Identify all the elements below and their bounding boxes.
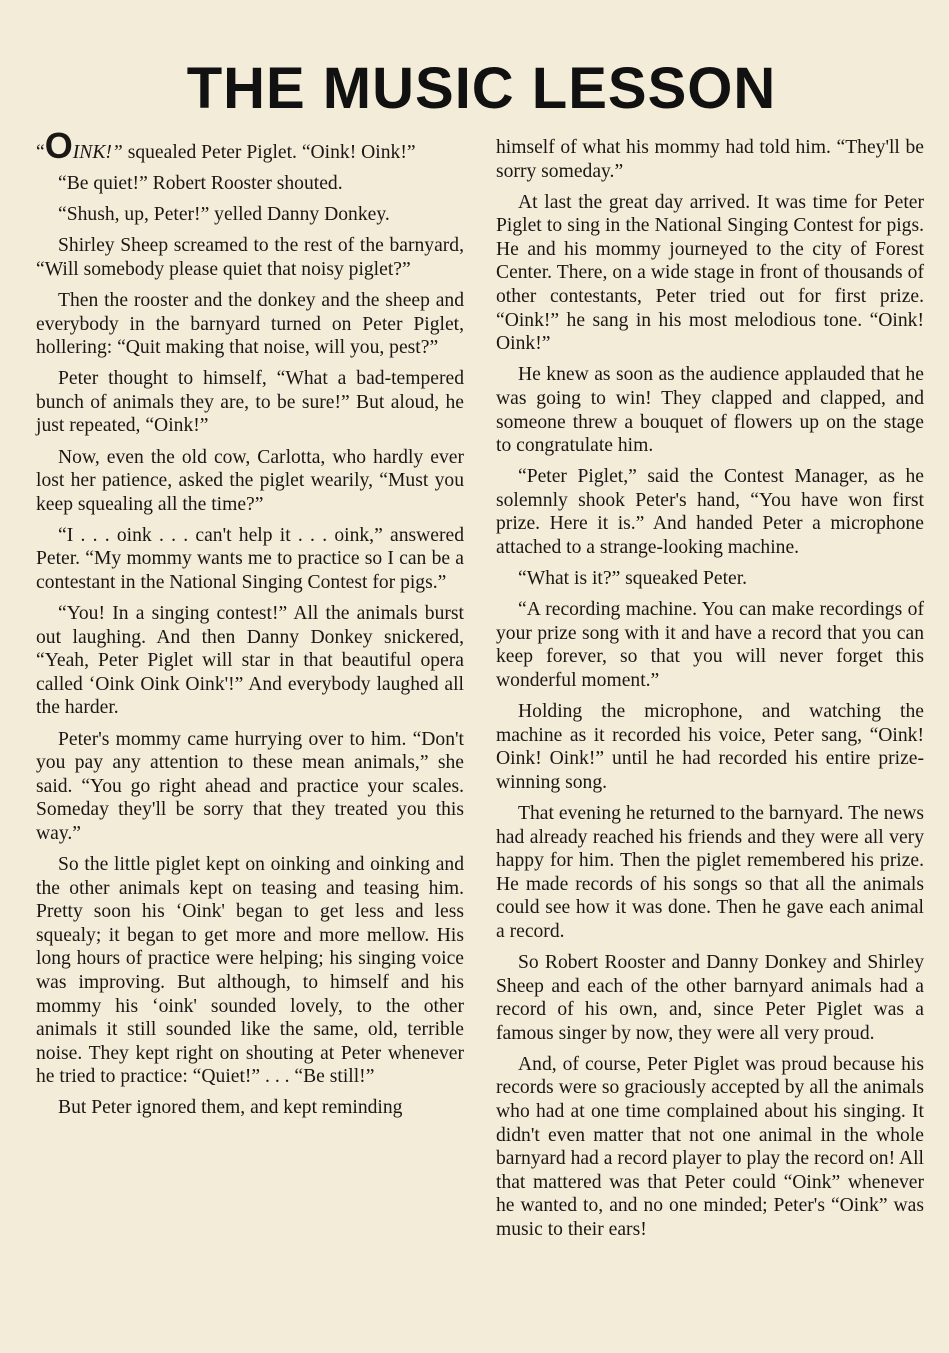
paragraph: That evening he returned to the barnyard. The news had already reached his friends and they were all very happy for him. Then the piglet remembered his prize. He made records of his songs so that all the animals could see how it was done. Then he gave each animal a record. (496, 802, 924, 942)
drop-cap: O (44, 125, 73, 166)
paragraph: Now, even the old cow, Carlotta, who hardly ever lost her patience, asked the piglet wearily, “Must you keep squealing all the time?” (36, 446, 464, 515)
paragraph: At last the great day arrived. It was time for Peter Piglet to sing in the National Singing Contest for pigs. He and his mommy journeyed to the city of Forest Center. There, on a wide stage in front of thousands of other contestants, Peter tried out for first prize. “Oink!” he sang in his most melodious tone. “Oink! Oink!” (496, 191, 924, 355)
paragraph: But Peter ignored them, and kept reminding (58, 1097, 403, 1119)
paragraph: He knew as soon as the audience applauded that he was going to win! They clapped and clapped, and someone threw a bouquet of flowers up on the stage to congratulate him. (496, 364, 924, 457)
text-columns (36, 125, 927, 1249)
paragraph: Peter thought to himself, “What a bad-tempered bunch of animals they are, to be sure!” But aloud, he just repeated, “Oink!” (36, 368, 464, 437)
paragraph: “What is it?” squeaked Peter. (518, 568, 748, 590)
paragraph: “Shush, up, Peter!” yelled Danny Donkey. (58, 204, 390, 226)
paragraph-continued: himself of what his mommy had told him. “They'll be sorry someday.” (496, 137, 924, 182)
lead-exclamation: INK!” (72, 142, 123, 163)
lead-paragraph (36, 125, 464, 166)
paragraph: “A recording machine. You can make recordings of your prize song with it and have a record that you can keep forever, so that you will never forget this wonderful moment.” (496, 599, 924, 691)
paragraph: So Robert Rooster and Danny Donkey and Shirley Sheep and each of the other barnyard animals had a record of his own, and, since Peter Piglet was a famous singer by now, they were all very proud. (496, 952, 924, 1044)
paragraph: Holding the microphone, and watching the machine as it recorded his voice, Peter sang, “Oink! Oink! Oink!” until he had recorded his entire prize-winning song. (496, 701, 924, 793)
paragraph: “Peter Piglet,” said the Contest Manager, as he solemnly shook Peter's hand, “You have won first prize. Here it is.” And handed Peter a microphone attached to a strange-looking machine. (496, 466, 924, 558)
right-column (496, 136, 924, 1249)
paragraph: And, of course, Peter Piglet was proud because his records were so graciously accepted by all the animals who had at one time complained about his singing. It didn't even matter that not one animal in the whole barnyard had a record player to play the record on! All that mattered was that Peter could “Oink” whenever he wanted to, and no one minded; Peter's “Oink” was music to their ears! (496, 1053, 924, 1241)
story-title: THE MUSIC LESSON (186, 56, 777, 121)
paragraph: “Be quiet!” Robert Rooster shouted. (58, 173, 343, 195)
paragraph: Peter's mommy came hurrying over to him. “Don't you pay any attention to these mean animals,” she said. “You go right ahead and practice your scales. Someday they'll be sorry that they treated you this way.” (36, 728, 464, 844)
paragraph: Then the rooster and the donkey and the sheep and everybody in the barnyard turned on Peter Piglet, hollering: “Quit making that noise, will you, pest?” (36, 289, 464, 359)
paragraph: “I . . . oink . . . can't help it . . . oink,” answered Peter. “My mommy wants me to practice so I can be a contestant in the National Singing Contest for pigs.” (36, 524, 464, 593)
open-quote: “ (36, 142, 45, 163)
lead-rest: squealed Peter Piglet. “Oink! Oink!” (122, 142, 416, 163)
paragraph: “You! In a singing contest!” All the animals burst out laughing. And then Danny Donkey snickered, “Yeah, Peter Piglet will star in that beautiful opera called ‘Oink Oink Oink'!” And everybody laughed all the harder. (36, 603, 464, 719)
paragraph: So the little piglet kept on oinking and oinking and the other animals kept on teasing and teasing him. Pretty soon his ‘Oink' began to get less and less squealy; it began to get more and more mellow. His long hours of practice were helping; his singing voice was improving. But although, to himself and his mommy his ‘oink' sounded lovely, to the other animals it still sounded like the same, old, terrible noise. They kept right on shouting at Peter whenever he tried to practice: “Quiet!” . . . “Be still!” (36, 854, 464, 1088)
left-column (36, 125, 464, 1249)
paragraph: Shirley Sheep screamed to the rest of the barnyard, “Will somebody please quiet that noisy piglet?” (36, 235, 464, 280)
